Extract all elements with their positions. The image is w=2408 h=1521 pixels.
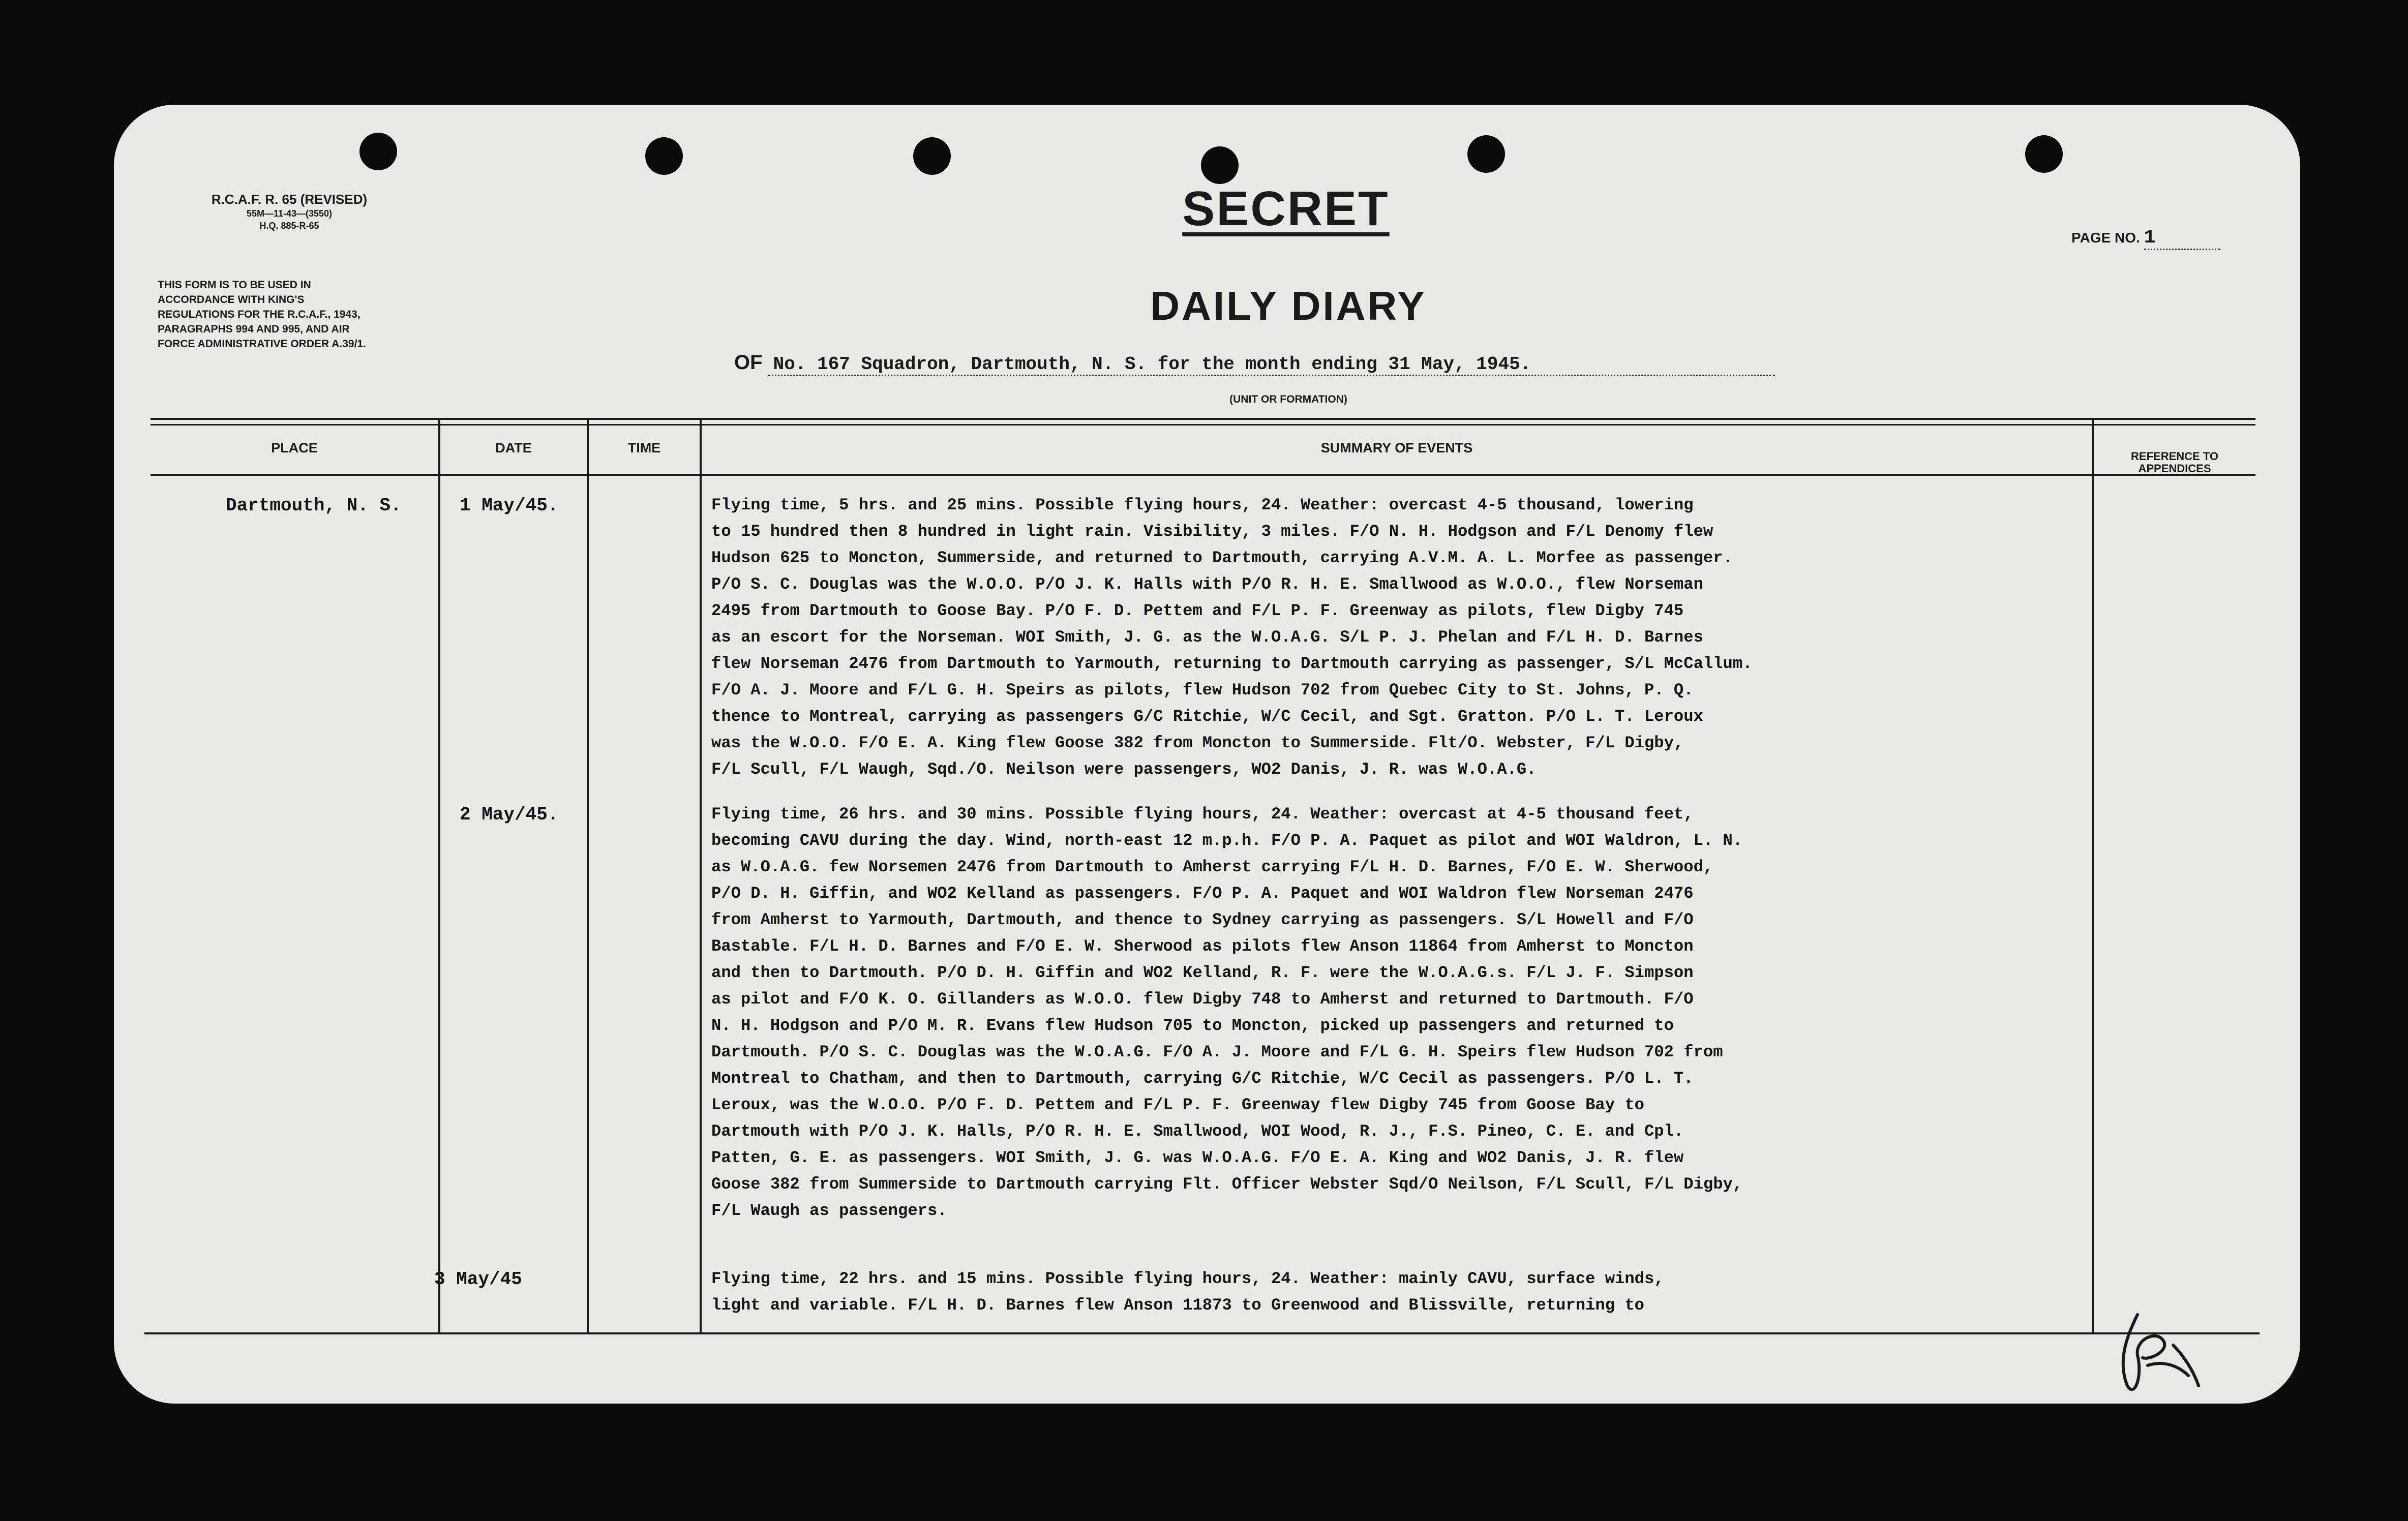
punch-hole xyxy=(1201,146,1239,184)
form-hq-code: H.Q. 885-R-65 xyxy=(259,221,319,231)
entry-summary: Flying time, 5 hrs. and 25 mins. Possible flying hours, 24. Weather: overcast 4-5 thousand, lowering to 15 hundred then 8 hundred in light rain. Visibility, 3 miles. F/O N. H. Hodgson and F/L Denomy flew Hudson 625 to Moncton, Summerside, and returned to Dartmouth, carrying A.V.M. A. L. Morfee as passenger. P/O S. C. Douglas was the W.O.O. P/O J. K. Halls with P/O R. H. E. Smallwood as W.O.O., flew Norseman 2495 from Dartmouth to Goose Bay. P/O F. D. Pettem and F/L P. F. Greenway as pilots, flew Digby 745 as an escort for the Norseman. WOI Smith, J. G. as the W.O.A.G. S/L P. J. Phelan and F/L H. D. Barnes flew Norseman 2476 from Dartmouth to Yarmouth, returning to Dartmouth carrying as passenger, S/L McCallum. F/O A. J. Moore and F/L G. H. Speirs as pilots, flew Hudson 702 from Quebec City to St. Johns, P. Q. thence to Montreal, carrying as passengers G/C Ritchie, W/C Cecil, and Sgt. Gratton. P/O L. T. Leroux was the W.O.O. F/O E. A. King flew Goose 382 from Moncton to Summerside. Flt/O. Webster, F/L Digby, F/L Scull, F/L Waugh, Sqd./O. Neilson were passengers, WO2 Danis, J. R. was W.O.A.G. xyxy=(711,496,1753,779)
unit-line xyxy=(734,351,1843,376)
header-bottom-rule xyxy=(150,474,2255,476)
column-divider xyxy=(438,420,440,1332)
diary-sheet xyxy=(114,105,2300,1404)
page-number-label: PAGE NO. xyxy=(2071,230,2140,246)
entry-date: 2 May/45. xyxy=(460,804,559,825)
entry-summary: Flying time, 26 hrs. and 30 mins. Possible flying hours, 24. Weather: overcast at 4-5 thousand feet, becoming CAVU during the day. Wind, north-east 12 m.p.h. F/O P. A. Paquet as pilot and WOI Waldron, L. N. as W.O.A.G. few Norsemen 2476 from Dartmouth to Amherst carrying F/L H. D. Barnes, F/O E. W. Sherwood, P/O D. H. Giffin, and WO2 Kelland as passengers. F/O P. A. Paquet and WOI Waldron flew Norseman 2476 from Amherst to Yarmouth, Dartmouth, and thence to Sydney carrying as passengers. S/L Howell and F/O Bastable. F/L H. D. Barnes and F/O E. W. Sherwood as pilots flew Anson 11864 from Amherst to Moncton and then to Dartmouth. P/O D. H. Giffin and WO2 Kelland, R. F. were the W.O.A.G.s. F/L J. F. Simpson as pilot and F/O K. O. Gillanders as W.O.O. flew Digby 748 to Amherst and returned to Dartmouth. F/O N. H. Hodgson and P/O M. R. Evans flew Hudson 705 to Moncton, picked up passengers and returned to Dartmouth. P/O S. C. Douglas was the W.O.A.G. F/O A. J. Moore and F/L G. H. Speirs flew Hudson 702 from Montreal to Chatham, and then to Dartmouth, carrying G/C Ritchie, W/C Cecil as passengers. P/O L. T. Leroux, was the W.O.O. P/O F. D. Pettem and F/L P. F. Greenway flew Digby 745 from Goose Bay to Dartmouth with P/O J. K. Halls, P/O R. H. E. Smallwood, WOI Wood, R. J., F.S. Pineo, C. E. and Cpl. Patten, G. E. as passengers. WOI Smith, J. G. was W.O.A.G. F/O E. A. King and WO2 Danis, J. R. flew Goose 382 from Summerside to Dartmouth carrying Flt. Officer Webster Sqd/O Neilson, F/L Scull, F/L Digby, F/L Waugh as passengers. xyxy=(711,805,1743,1220)
column-header-place: PLACE xyxy=(271,440,318,455)
table-top-rule xyxy=(150,418,2255,420)
form-code-block xyxy=(172,191,406,232)
entry-summary: Flying time, 22 hrs. and 15 mins. Possible flying hours, 24. Weather: mainly CAVU, surface winds, light and variable. F/L H. D. Barnes flew Anson 11873 to Greenwood and Blissville, returning to xyxy=(711,1269,1664,1315)
punch-hole xyxy=(913,137,951,175)
entry-date: 1 May/45. xyxy=(460,495,559,516)
page-number-value: 1 xyxy=(2144,227,2220,250)
diary-title: DAILY DIARY xyxy=(1150,283,1427,328)
column-divider xyxy=(700,420,702,1332)
punch-hole xyxy=(2025,135,2063,173)
punch-hole xyxy=(1467,135,1505,173)
column-header-reference: REFERENCE TO APPENDICES xyxy=(2131,450,2218,475)
column-header-summary: SUMMARY OF EVENTS xyxy=(1320,440,1473,455)
unit-value: No. 167 Squadron, Dartmouth, N. S. for the month ending 31 May, 1945. xyxy=(768,354,1775,376)
form-code: R.C.A.F. R. 65 (REVISED) xyxy=(211,192,368,207)
table-top-rule-inner xyxy=(150,424,2255,425)
form-sub-code: 55M—11-43—(3550) xyxy=(246,208,333,219)
column-divider xyxy=(2092,420,2094,1332)
unit-caption: (UNIT OR FORMATION) xyxy=(1229,393,1347,405)
column-header-time: TIME xyxy=(627,440,661,455)
column-divider xyxy=(587,420,589,1332)
of-label: OF xyxy=(734,351,763,374)
punch-hole xyxy=(645,137,683,175)
column-header-date: DATE xyxy=(495,440,532,455)
handwritten-initials xyxy=(2107,1299,2204,1401)
place-value: Dartmouth, N. S. xyxy=(226,495,402,516)
entry-date: 3 May/45 xyxy=(434,1269,522,1290)
form-instructions: THIS FORM IS TO BE USED IN ACCORDANCE WITH KING'S REGULATIONS FOR THE R.C.A.F., 1943, PARAGRAPHS 994 AND 995, AND AIR FORCE ADMINISTRATIVE ORDER A.39/1. xyxy=(158,279,366,350)
punch-hole xyxy=(359,133,397,170)
table-bottom-rule xyxy=(144,1332,2260,1334)
page-number-field xyxy=(2071,227,2285,250)
classification-stamp: SECRET xyxy=(1182,181,1390,236)
